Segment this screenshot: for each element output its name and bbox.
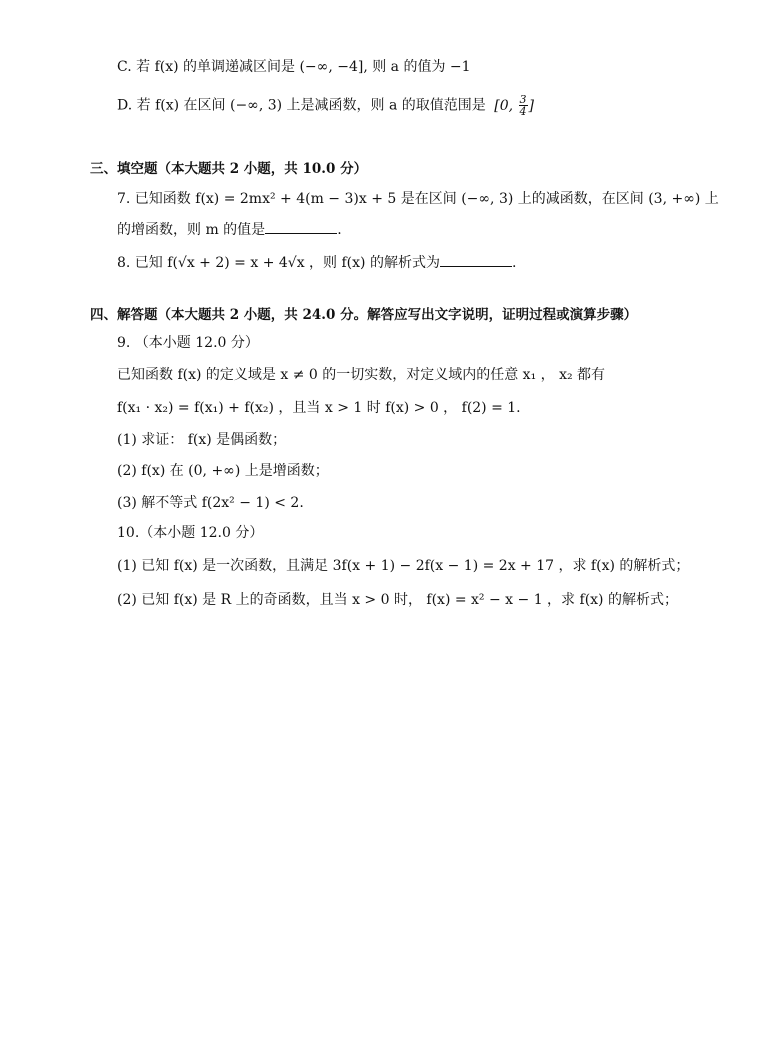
question-7-line-1: [117, 189, 719, 209]
range-fraction: [519, 94, 528, 117]
question-9-line-1: [117, 365, 605, 385]
range-left: [0,: [494, 97, 518, 114]
question-9-label-text: 9. （本小题 12.0 分）: [117, 335, 259, 351]
question-8-period: .: [511, 255, 517, 271]
answer-blank-8[interactable]: [440, 252, 512, 267]
question-10-part-1-text: (1) 已知 f(x) 是一次函数，且满足 3f(x + 1) − 2f(x − 1) = 2x + 17 ，求 f(x) 的解析式；: [117, 558, 690, 574]
question-10-part-2: [117, 590, 678, 610]
question-7-period: .: [337, 222, 342, 238]
fraction-denominator: 4: [519, 105, 527, 118]
question-9-part-2: [117, 461, 329, 481]
section-3-heading-text: 三、填空题（本大题共 2 小题，共 10.0 分）: [90, 161, 368, 177]
question-9-part-2-text: (2) f(x) 在 (0, +∞) 上是增函数；: [117, 463, 329, 479]
section-4-heading-text: 四、解答题（本大题共 2 小题，共 24.0 分。解答应写出文字说明，证明过程或演算步骤）: [90, 307, 638, 323]
question-9-text-1: 已知函数 f(x) 的定义域是 x ≠ 0 的一切实数，对定义域内的任意 x₁ ， x₂ 都有: [117, 367, 606, 383]
question-9-line-2: [117, 398, 521, 418]
answer-blank-7[interactable]: [265, 219, 337, 234]
section-3-heading: [90, 159, 367, 179]
section-4-heading: [90, 305, 637, 325]
question-10-part-1: [117, 556, 689, 576]
question-9-part-1-text: (1) 求证： f(x) 是偶函数；: [117, 432, 287, 448]
option-d-range: [494, 93, 535, 118]
question-8: [117, 252, 516, 273]
question-9-part-3-text: (3) 解不等式 f(2x² − 1) < 2.: [117, 495, 304, 511]
range-right: ]: [528, 97, 535, 114]
question-10-label-text: 10.（本小题 12.0 分）: [117, 525, 264, 541]
option-c-text: C. 若 f(x) 的单调递减区间是 (−∞, −4], 则 a 的值为 −1: [117, 59, 471, 75]
option-d-text: D. 若 f(x) 在区间 (−∞, 3) 上是减函数，则 a 的取值范围是: [117, 97, 486, 114]
option-d: [117, 94, 534, 117]
question-7-text-2: 的增函数，则 m 的值是: [117, 222, 266, 238]
question-10-label: [117, 523, 263, 543]
question-9-label: [117, 333, 259, 353]
question-7-line-2: [117, 219, 342, 240]
question-9-text-2: f(x₁ · x₂) = f(x₁) + f(x₂) ，且当 x > 1 时 f(x) > 0 ， f(2) = 1.: [117, 400, 521, 416]
option-c: [117, 57, 471, 77]
fraction-numerator: 3: [519, 93, 527, 106]
question-8-text: 8. 已知 f(√x + 2) = x + 4√x ，则 f(x) 的解析式为: [117, 255, 440, 271]
question-10-part-2-text: (2) 已知 f(x) 是 R 上的奇函数，且当 x > 0 时， f(x) = x² − x − 1 ，求 f(x) 的解析式；: [117, 592, 678, 608]
question-9-part-3: [117, 493, 304, 513]
question-7-text-1: 7. 已知函数 f(x) = 2mx² + 4(m − 3)x + 5 是在区间 (−∞, 3) 上的减函数，在区间 (3, +∞) 上: [117, 191, 719, 207]
question-9-part-1: [117, 430, 286, 450]
